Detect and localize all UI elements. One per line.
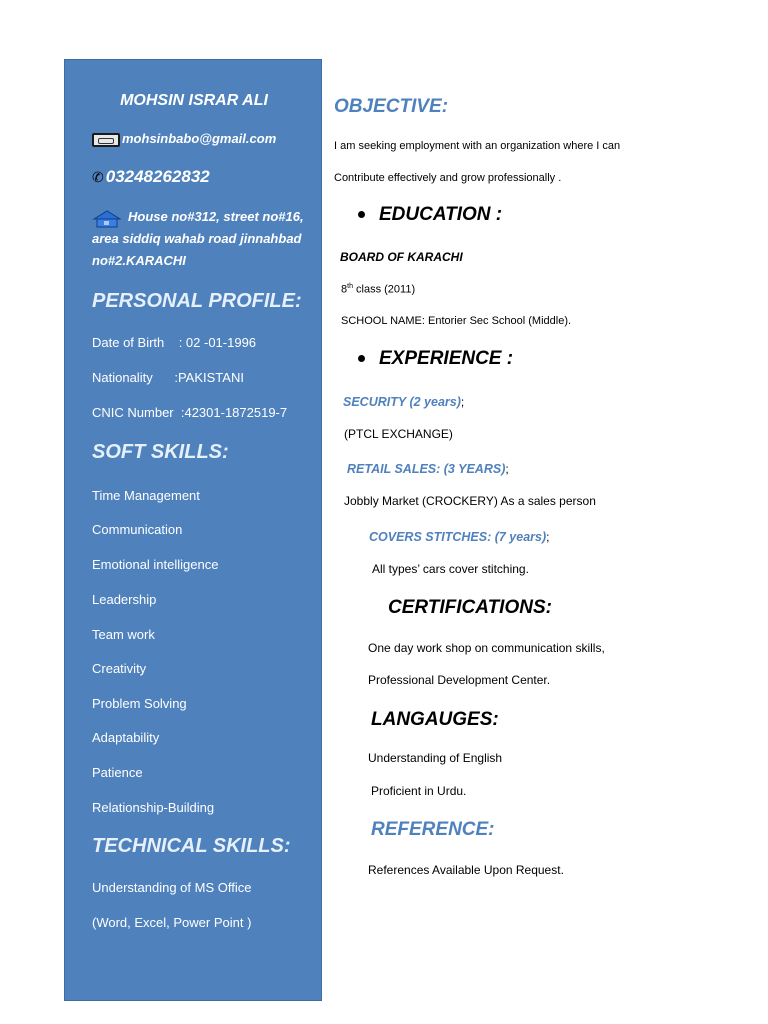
experience-job-detail: All types’ cars cover stitching. [372, 562, 529, 576]
soft-skill-item: Adaptability [92, 730, 160, 745]
address-text: House no#312, street no#16, area siddiq wahab road jinnahbad no#2.KARACHI [92, 209, 304, 268]
soft-skill-item: Problem Solving [92, 696, 187, 711]
email-row [92, 131, 276, 147]
experience-job-detail: Jobbly Market (CROCKERY) As a sales person [344, 494, 596, 508]
language-line-1: Understanding of English [368, 751, 503, 765]
objective-line-1: I am seeking employment with an organization where I can [334, 140, 621, 152]
education-board: BOARD OF KARACHI [340, 250, 463, 264]
soft-skill-item: Patience [92, 765, 143, 780]
soft-skills-heading: SOFT SKILLS: [92, 441, 229, 463]
address-row [92, 206, 312, 272]
sidebar [64, 59, 322, 1001]
technical-skill-item: (Word, Excel, Power Point ) [92, 915, 252, 930]
technical-skill-item: Understanding of MS Office [92, 880, 252, 895]
home-icon [92, 210, 122, 228]
experience-job-title: RETAIL SALES: (3 YEARS); [347, 462, 509, 476]
soft-skill-item: Leadership [92, 592, 157, 607]
personal-profile-heading: PERSONAL PROFILE: [92, 290, 302, 312]
experience-job-title: SECURITY (2 years); [343, 395, 465, 409]
reference-heading: REFERENCE: [371, 819, 495, 840]
certification-line-1: One day work shop on communication skills, [368, 641, 605, 655]
experience-heading-row [358, 348, 513, 370]
education-heading-row [358, 204, 502, 226]
nationality-row: Nationality :PAKISTANI [92, 370, 244, 385]
languages-heading: LANGAUGES: [371, 709, 499, 730]
phone-icon: ✆ [92, 169, 104, 186]
soft-skill-item: Team work [92, 627, 155, 642]
objective-heading: OBJECTIVE: [334, 96, 449, 117]
certification-line-2: Professional Development Center. [368, 673, 551, 687]
dob-row: Date of Birth : 02 -01-1996 [92, 335, 257, 350]
soft-skill-item: Communication [92, 522, 183, 537]
technical-skills-heading: TECHNICAL SKILLS: [92, 835, 291, 857]
education-school: SCHOOL NAME: Entorier Sec School (Middle). [341, 315, 572, 327]
certifications-heading: CERTIFICATIONS: [388, 597, 552, 618]
objective-line-2: Contribute effectively and grow professionally . [334, 172, 562, 184]
reference-line: References Available Upon Request. [368, 863, 564, 877]
envelope-icon [92, 133, 120, 147]
cnic-row: CNIC Number :42301-1872519-7 [92, 405, 288, 420]
soft-skill-item: Time Management [92, 488, 200, 503]
language-line-2: Proficient in Urdu. [371, 784, 467, 798]
phone-text: 03248262832 [105, 167, 210, 186]
education-heading: EDUCATION : [379, 204, 503, 225]
soft-skill-item: Creativity [92, 661, 147, 676]
experience-job-detail: (PTCL EXCHANGE) [344, 427, 453, 441]
soft-skill-item: Relationship-Building [92, 800, 215, 815]
experience-job-title: COVERS STITCHES: (7 years); [369, 530, 550, 544]
soft-skill-item: Emotional intelligence [92, 557, 219, 572]
candidate-name: MOHSIN ISRAR ALI [120, 92, 268, 109]
email-text: mohsinbabo@gmail.com [122, 131, 277, 146]
experience-heading: EXPERIENCE : [379, 348, 514, 369]
education-class: 8th class (2011) [341, 283, 416, 296]
phone-row [92, 167, 210, 187]
bullet-icon [358, 211, 365, 218]
bullet-icon [358, 355, 365, 362]
